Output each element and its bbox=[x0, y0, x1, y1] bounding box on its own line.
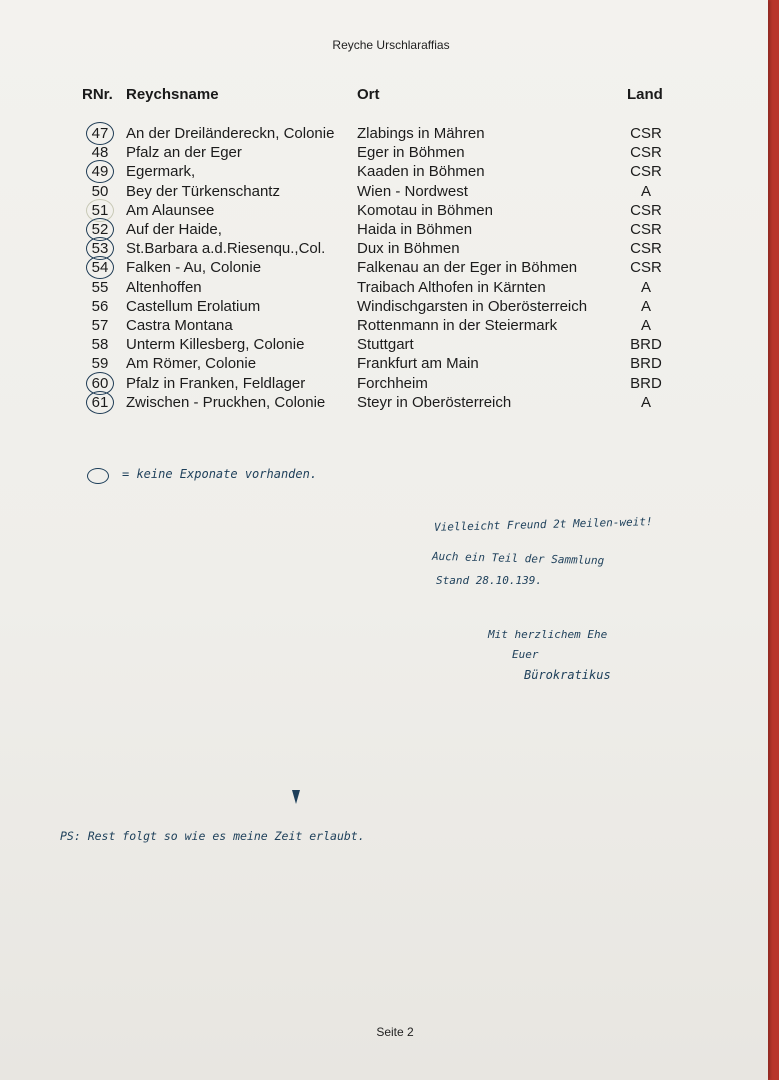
signature: Bürokratikus bbox=[524, 668, 611, 682]
table-row bbox=[0, 240, 768, 259]
row-ort: Dux in Böhmen bbox=[357, 240, 460, 258]
row-reychsname: Am Alaunsee bbox=[126, 201, 215, 219]
row-ort: Stuttgart bbox=[357, 336, 414, 354]
row-number: 52 bbox=[91, 221, 109, 238]
row-ort: Falkenau an der Eger in Böhmen bbox=[357, 259, 578, 277]
row-reychsname: Bey der Türkenschantz bbox=[126, 182, 280, 200]
row-reychsname: An der Dreiländereckn, Colonie bbox=[126, 125, 335, 142]
row-ort: Eger in Böhmen bbox=[357, 144, 465, 162]
row-ort: Komotau in Böhmen bbox=[357, 201, 493, 219]
row-ort: Windischgarsten in Oberösterreich bbox=[357, 297, 588, 315]
arrow-down-icon bbox=[290, 788, 302, 806]
row-reychsname: Am Römer, Colonie bbox=[126, 355, 257, 373]
row-reychsname: Pfalz an der Eger bbox=[126, 144, 242, 162]
page-number: Seite 2 bbox=[376, 1025, 414, 1039]
greeting-line-1: Mit herzlichem Ehe bbox=[488, 628, 608, 641]
row-ort: Wien - Nordwest bbox=[357, 182, 468, 200]
legend-note: = keine Exponate vorhanden. bbox=[122, 467, 318, 481]
row-ort: Rottenmann in der Steiermark bbox=[357, 317, 558, 334]
header-land: Land bbox=[627, 86, 663, 103]
row-ort: Forchheim bbox=[357, 374, 428, 392]
row-number: 50 bbox=[91, 182, 109, 200]
document-title: Reyche Urschlaraffias bbox=[332, 38, 450, 52]
row-reychsname: Unterm Killesberg, Colonie bbox=[126, 336, 305, 354]
row-land: BRD bbox=[630, 336, 662, 354]
table-row bbox=[0, 336, 768, 355]
table-row bbox=[0, 279, 768, 298]
header-rnr: RNr. bbox=[82, 86, 113, 103]
row-number: 60 bbox=[91, 374, 109, 392]
row-number: 48 bbox=[91, 144, 109, 162]
row-reychsname: Castellum Erolatium bbox=[126, 297, 261, 315]
row-ort: Haida in Böhmen bbox=[357, 221, 473, 238]
row-number: 47 bbox=[91, 125, 109, 142]
table-row bbox=[0, 259, 768, 278]
row-land: A bbox=[640, 278, 651, 296]
note-line-2: Auch ein Teil der Sammlung bbox=[431, 549, 605, 568]
row-ort: Steyr in Oberösterreich bbox=[357, 393, 512, 411]
table-row bbox=[0, 394, 768, 413]
note-line-3: Stand 28.10.139. bbox=[436, 574, 542, 587]
row-number: 51 bbox=[91, 201, 109, 219]
row-land: CSR bbox=[630, 201, 662, 219]
row-land: CSR bbox=[630, 240, 662, 258]
header-ort: Ort bbox=[357, 86, 380, 103]
row-number: 53 bbox=[91, 240, 109, 258]
table-row bbox=[0, 163, 768, 182]
table-row bbox=[0, 298, 768, 317]
table-row bbox=[0, 183, 768, 202]
row-land: CSR bbox=[630, 221, 662, 238]
postscript-note: PS: Rest folgt so wie es meine Zeit erlaubt. bbox=[60, 829, 365, 843]
row-land: A bbox=[640, 393, 651, 411]
row-number: 59 bbox=[91, 355, 109, 373]
row-land: CSR bbox=[630, 163, 662, 181]
table-row bbox=[0, 355, 768, 374]
note-line-1: Vielleicht Freund 2t Meilen-weit! bbox=[433, 515, 653, 534]
row-land: CSR bbox=[630, 125, 662, 142]
table-row bbox=[0, 144, 768, 163]
table-row bbox=[0, 125, 768, 144]
table-row bbox=[0, 221, 768, 240]
row-reychsname: Auf der Haide, bbox=[126, 221, 222, 238]
row-ort: Frankfurt am Main bbox=[357, 355, 479, 373]
row-land: CSR bbox=[630, 259, 662, 277]
legend-circle-icon bbox=[87, 468, 109, 484]
row-land: BRD bbox=[630, 355, 662, 373]
greeting-line-2: Euer bbox=[512, 648, 539, 661]
row-reychsname: Altenhoffen bbox=[126, 278, 202, 296]
row-number: 54 bbox=[91, 259, 109, 277]
row-ort: Kaaden in Böhmen bbox=[357, 163, 485, 181]
row-reychsname: Egermark, bbox=[126, 163, 196, 181]
row-ort: Zlabings in Mähren bbox=[357, 125, 485, 142]
header-reychsname: Reychsname bbox=[126, 86, 219, 103]
row-land: BRD bbox=[630, 374, 662, 392]
row-number: 58 bbox=[91, 336, 109, 354]
row-number: 61 bbox=[91, 393, 109, 411]
row-land: A bbox=[640, 297, 651, 315]
row-land: A bbox=[640, 317, 651, 334]
row-number: 49 bbox=[91, 163, 109, 181]
row-number: 57 bbox=[91, 317, 109, 334]
row-reychsname: Pfalz in Franken, Feldlager bbox=[126, 374, 306, 392]
row-reychsname: Zwischen - Pruckhen, Colonie bbox=[126, 393, 326, 411]
row-land: A bbox=[640, 182, 651, 200]
row-number: 55 bbox=[91, 278, 109, 296]
table-row bbox=[0, 375, 768, 394]
row-reychsname: Castra Montana bbox=[126, 317, 233, 334]
row-reychsname: Falken - Au, Colonie bbox=[126, 259, 262, 277]
row-number: 56 bbox=[91, 297, 109, 315]
row-reychsname: St.Barbara a.d.Riesenqu.,Col. bbox=[126, 240, 326, 258]
table-row bbox=[0, 202, 768, 221]
row-ort: Traibach Althofen in Kärnten bbox=[357, 278, 546, 296]
row-land: CSR bbox=[630, 144, 662, 162]
table-row bbox=[0, 317, 768, 336]
